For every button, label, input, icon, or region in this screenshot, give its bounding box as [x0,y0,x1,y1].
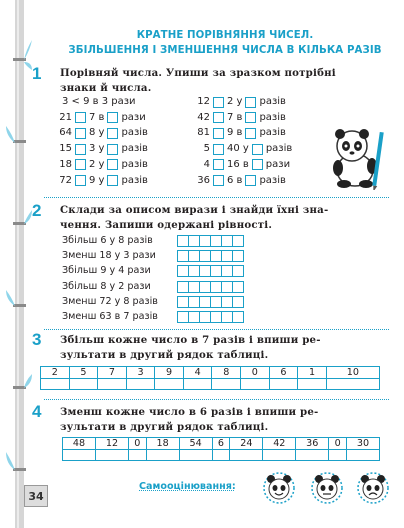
sign-input-box[interactable] [213,144,224,155]
task-separator [44,197,389,198]
result-input-cell[interactable] [179,450,212,461]
number-a: 4 [203,158,210,170]
task-number: 4 [32,402,42,421]
result-input-cell[interactable] [155,379,184,390]
unit-word: рази [121,111,146,123]
unit-word: разів [259,174,286,186]
answer-grid[interactable] [177,296,243,308]
times-input-box[interactable] [245,112,256,123]
given-value-cell: 5 [69,367,98,379]
task-number: 1 [32,64,42,83]
result-input-cell[interactable] [263,450,296,461]
result-input-cell[interactable] [230,450,263,461]
sign-input-box[interactable] [75,159,86,170]
given-value-cell: 2 [41,367,70,379]
expression-description: Збільш 9 у 4 рази [62,265,151,277]
number-b: 16 в [227,158,249,170]
given-value-cell: 9 [155,367,184,379]
sign-input-box[interactable] [75,175,86,186]
result-input-cell[interactable] [298,379,327,390]
answer-grid[interactable] [177,281,243,293]
comparison-row [196,174,286,188]
result-input-cell[interactable] [212,450,230,461]
result-input-cell[interactable] [296,450,329,461]
result-row [63,450,380,461]
times-input-box[interactable] [245,97,256,108]
result-input-cell[interactable] [269,379,298,390]
unit-word: разів [259,127,286,139]
given-value-cell: 36 [296,438,329,450]
given-value-cell: 6 [212,438,230,450]
result-input-cell[interactable] [346,450,379,461]
result-input-cell[interactable] [326,379,379,390]
unit-word: разів [121,143,148,155]
number-a: 5 [203,143,210,155]
times-input-box[interactable] [107,112,118,123]
panda-medal-icon[interactable] [310,471,344,505]
sign-input-box[interactable] [213,175,224,186]
given-value-cell: 18 [146,438,179,450]
self-assessment-label: Самооцінювання: [139,481,236,492]
result-input-cell[interactable] [126,379,155,390]
comparison-row [196,158,290,172]
comparison-row [58,158,148,172]
task-number: 3 [32,330,42,349]
comparison-row [58,174,148,188]
bamboo-decoration [6,0,32,528]
answer-cell[interactable] [232,281,244,293]
answer-cell[interactable] [232,235,244,247]
panda-medal-icon[interactable] [262,471,296,505]
answer-cell[interactable] [232,311,244,323]
result-input-cell[interactable] [69,379,98,390]
given-value-cell: 3 [126,367,155,379]
expression-description: Зменш 72 у 8 разів [62,295,158,307]
given-value-cell: 0 [241,367,270,379]
times-input-box[interactable] [245,128,256,139]
given-value-cell: 1 [298,367,327,379]
sign-input-box[interactable] [213,112,224,123]
unit-word: разів [259,96,286,107]
expression-description: Збільш 6 у 8 разів [62,235,153,246]
answer-grid[interactable] [177,250,243,262]
result-input-cell[interactable] [329,450,347,461]
given-values-row [41,367,380,379]
sign-input-box[interactable] [75,144,86,155]
number-a: 21 [59,111,72,123]
given-value-cell: 8 [212,367,241,379]
number-a: 72 [59,174,72,186]
times-input-box[interactable] [107,144,118,155]
number-b: 7 в [89,111,105,123]
sign-input-box[interactable] [213,128,224,139]
answer-grid[interactable] [177,311,243,323]
times-input-box[interactable] [107,159,118,170]
number-b: 2 у [89,158,105,170]
sign-input-box[interactable] [75,112,86,123]
unit-word: разів [121,174,148,186]
given-value-cell: 4 [183,367,212,379]
given-value-cell: 12 [95,438,128,450]
number-a: 42 [197,111,210,123]
panda-illustration [330,126,388,190]
times-input-box[interactable] [245,175,256,186]
given-value-cell: 48 [63,438,96,450]
sign-input-box[interactable] [75,128,86,139]
unit-word: разів [121,158,148,170]
number-b: 7 в [227,111,243,123]
unit-word: разів [259,111,286,123]
sign-input-box[interactable] [213,97,224,108]
result-input-cell[interactable] [41,379,70,390]
number-b: 3 у [89,143,105,155]
task3-table [40,366,380,390]
task-number: 2 [32,201,42,220]
task2-instruction: Склади за описом вирази і знайди їхні зна- чення. Запиши одержані рівності. [60,204,329,231]
number-b: 9 у [89,174,105,186]
page-number: 34 [24,485,48,507]
comparison-row [58,111,146,125]
task-separator [44,399,389,400]
given-value-cell: 24 [230,438,263,450]
result-input-cell[interactable] [146,450,179,461]
answer-cell[interactable] [232,250,244,262]
result-input-cell[interactable] [183,379,212,390]
unit-word: разів [265,143,293,155]
expression-description: Зменш 18 у 3 рази [62,250,156,262]
given-value-cell: 30 [346,438,379,450]
result-input-cell[interactable] [63,450,96,461]
number-a: 36 [197,174,210,186]
times-input-box[interactable] [252,144,263,155]
given-value-cell: 10 [326,367,379,379]
comparison-row [58,126,148,140]
given-value-cell: 0 [128,438,146,450]
result-input-cell[interactable] [128,450,146,461]
number-a: 64 [59,127,72,139]
given-value-cell: 6 [269,367,298,379]
answer-grid[interactable] [177,265,243,277]
expression-description: Збільш 8 у 2 рази [62,280,151,292]
comparison-row [196,142,292,156]
times-input-box[interactable] [107,128,118,139]
task3-instruction: Збільш кожне число в 7 разів і впиши ре- зультати в другий рядок таблиці. [60,334,321,361]
panda-medal-icon[interactable] [356,471,390,505]
comparison-row [196,126,286,140]
number-a: 12 [197,96,210,107]
unit-word: разів [121,127,148,139]
unit-word: рази [265,158,291,170]
comparison-row [196,95,286,109]
task1-example: 3 < 9 в 3 рази [62,96,136,107]
given-value-cell: 7 [98,367,127,379]
times-input-box[interactable] [252,159,263,170]
expression-description: Зменш 63 в 7 разів [62,311,158,322]
lesson-title-line2: ЗБІЛЬШЕННЯ І ЗМЕНШЕННЯ ЧИСЛА В КІЛЬКА РАЗІВ [68,45,382,56]
number-b: 9 в [227,127,243,139]
answer-cell[interactable] [232,265,244,277]
task4-instruction: Зменш кожне число в 6 разів і впиши ре- зультати в другий рядок таблиці. [60,406,319,433]
task-separator [44,329,389,330]
given-value-cell: 0 [329,438,347,450]
number-b: 40 у [227,143,249,155]
task1-instruction: Порівняй числа. Упиши за зразком потрібні знаки й числа. [60,67,336,94]
result-input-cell[interactable] [95,450,128,461]
result-input-cell[interactable] [98,379,127,390]
given-value-cell: 54 [179,438,212,450]
result-input-cell[interactable] [212,379,241,390]
task4-table [62,437,380,461]
number-a: 81 [197,127,210,139]
lesson-title-line1: КРАТНЕ ПОРІВНЯННЯ ЧИСЕЛ. [136,30,314,41]
comparison-row [196,111,286,125]
number-b: 6 в [227,174,243,186]
sign-input-box[interactable] [213,159,224,170]
times-input-box[interactable] [107,175,118,186]
number-a: 18 [59,158,72,170]
result-input-cell[interactable] [241,379,270,390]
given-value-cell: 42 [263,438,296,450]
answer-grid[interactable] [177,235,243,247]
number-b: 8 у [89,127,105,139]
given-values-row [63,438,380,450]
number-a: 15 [59,143,72,155]
comparison-row [58,142,148,156]
result-row [41,379,380,390]
answer-cell[interactable] [232,296,244,308]
number-b: 2 у [227,96,243,107]
